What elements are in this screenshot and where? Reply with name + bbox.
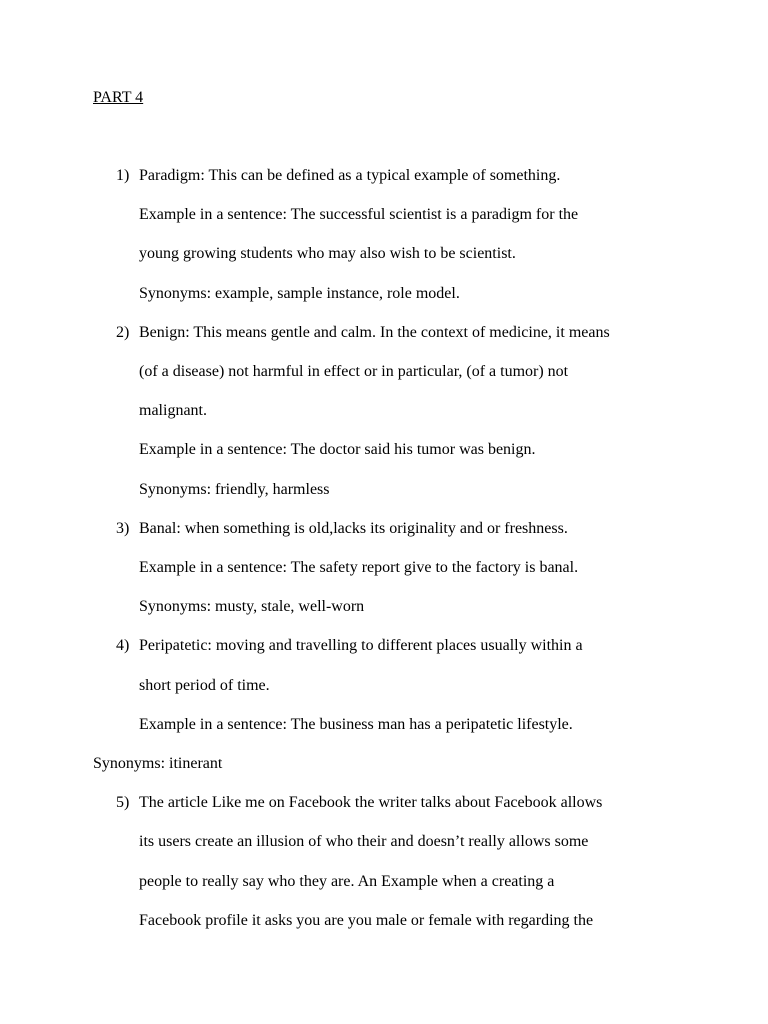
item-line: young growing students who may also wish to be scientist. bbox=[139, 245, 516, 262]
item-number: 1) bbox=[116, 167, 130, 184]
item-number: 2) bbox=[116, 324, 130, 341]
item-number: 3) bbox=[116, 520, 130, 537]
item-line: (of a disease) not harmful in effect or in particular, (of a tumor) not bbox=[139, 363, 569, 380]
part-heading: PART 4 bbox=[93, 89, 144, 106]
item-line: malignant. bbox=[139, 402, 207, 419]
item-line: Example in a sentence: The doctor said his tumor was benign. bbox=[139, 441, 536, 458]
item-line: Facebook profile it asks you are you male or female with regarding the bbox=[139, 912, 594, 929]
item-line: Example in a sentence: The business man has a peripatetic lifestyle. bbox=[139, 716, 573, 733]
item-line: The article Like me on Facebook the writer talks about Facebook allows bbox=[139, 794, 603, 811]
item-line: short period of time. bbox=[139, 677, 270, 694]
item-line: its users create an illusion of who their and doesn’t really allows some bbox=[139, 833, 589, 850]
item-line: Example in a sentence: The safety report give to the factory is banal. bbox=[139, 559, 579, 576]
item-line: Synonyms: musty, stale, well-worn bbox=[139, 598, 365, 615]
item-line: Banal: when something is old,lacks its originality and or freshness. bbox=[139, 520, 568, 537]
item-line: people to really say who they are. An Example when a creating a bbox=[139, 873, 555, 890]
item-line: Example in a sentence: The successful scientist is a paradigm for the bbox=[139, 206, 579, 223]
item-line: Benign: This means gentle and calm. In the context of medicine, it means bbox=[139, 324, 610, 341]
item-line: Peripatetic: moving and travelling to different places usually within a bbox=[139, 637, 583, 654]
item-number: 4) bbox=[116, 637, 130, 654]
item-line: Synonyms: example, sample instance, role model. bbox=[139, 285, 460, 302]
item-line: Synonyms: friendly, harmless bbox=[139, 481, 330, 498]
item-number: 5) bbox=[116, 794, 130, 811]
synonyms-line: Synonyms: itinerant bbox=[93, 755, 223, 772]
item-line: Paradigm: This can be defined as a typical example of something. bbox=[139, 167, 561, 184]
